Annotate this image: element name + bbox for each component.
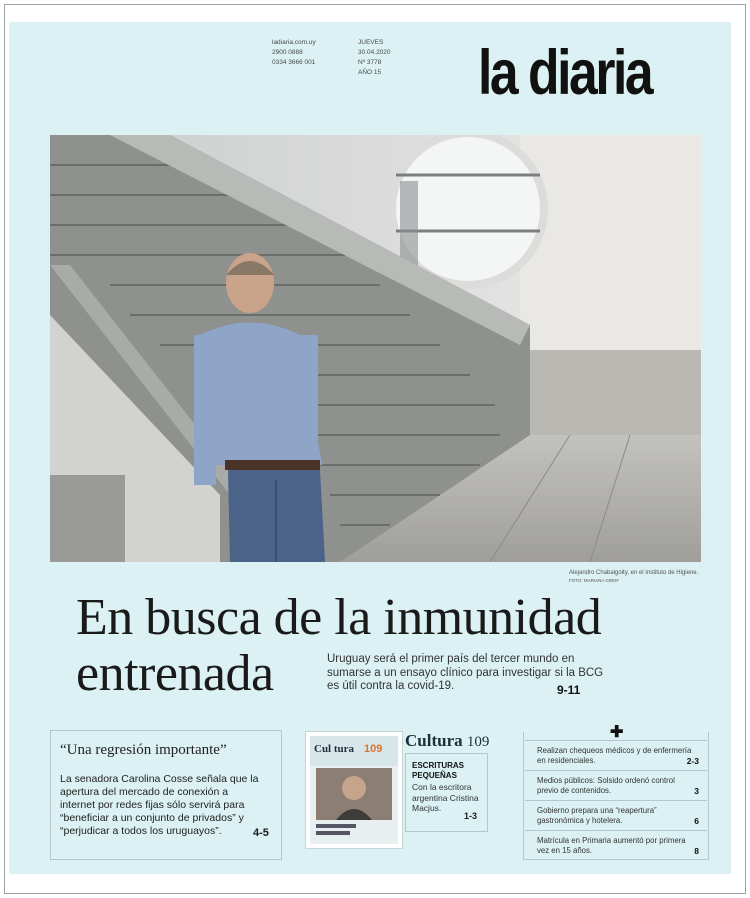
issue-number: Nº 3778 (358, 59, 382, 66)
brief-item[interactable] (525, 800, 707, 830)
cultura-teaser[interactable] (405, 753, 488, 832)
brief-text: Medios públicos: Solsido ordenó control previo de contenidos. (537, 776, 675, 795)
cultura-label: Cultura (405, 731, 463, 750)
plus-icon: ✚ (610, 724, 624, 741)
brief-item[interactable] (525, 830, 707, 860)
cultura-cover-issue: 109 (364, 743, 383, 755)
date: 30.04.2020 (358, 49, 391, 56)
cultura-pages: 1-3 (463, 811, 477, 821)
brief-text: Gobierno prepara una “reapertura” gastronómica y hotelera. (537, 806, 657, 825)
headline-line-1: En busca de la inmunidad (76, 589, 602, 646)
contact-phone-2: 0334 3666 001 (272, 59, 316, 66)
masthead-contact (272, 38, 316, 68)
brief-text: Matrícula en Primaria aumentó por primera vez en 15 años. (537, 836, 686, 855)
cultura-cover-icon (306, 732, 402, 848)
quote-story-body: La senadora Carolina Cosse señala que la apertura del mercado de conexión a internet por redes fijas sólo servirá para “beneficiar a un conjunto de privados” y “perjudicar a todos los uruguayos”. (60, 773, 259, 837)
lead-deck: Uruguay será el primer país del tercer mundo en sumarse a un ensayo clínico para investigar si la BCG es útil contra la covid-19. (327, 653, 604, 692)
cultura-cover-title: Cul tura (314, 743, 355, 755)
year: AÑO 15 (358, 69, 382, 76)
headline-line-2: entrenada (76, 645, 274, 702)
cultura-section-title[interactable] (405, 731, 489, 751)
weekday: JUEVES (358, 39, 384, 46)
photo-caption (569, 569, 709, 585)
brief-text: Realizan chequeos médicos y de enfermería en residenciales. (537, 746, 692, 765)
brief-pages: 8 (694, 846, 699, 856)
brief-item[interactable] (525, 740, 707, 770)
lead-pages: 9-11 (557, 683, 581, 697)
cultura-thumbnail[interactable] (305, 731, 403, 849)
brief-pages: 6 (694, 816, 699, 826)
brief-pages: 2-3 (686, 756, 699, 766)
brief-item[interactable] (525, 770, 707, 800)
quote-story-pages: 4-5 (253, 827, 269, 839)
contact-web: ladiaria.com.uy (272, 39, 316, 46)
cultura-issue: 109 (466, 734, 490, 750)
contact-phone: 2900 0888 (272, 49, 303, 56)
cultura-text: Con la escritora argentina Cristina Macjus. (412, 782, 479, 813)
photo-credit: FOTO: MARIANA GREIF (569, 578, 620, 583)
masthead-date (358, 38, 391, 78)
newspaper-logo[interactable]: la diaria (478, 38, 652, 108)
cultura-kicker: ESCRITURAS PEQUEÑAS (412, 761, 465, 780)
lead-photo[interactable] (50, 135, 701, 562)
brief-pages: 3 (694, 786, 699, 796)
photograph-icon (50, 135, 701, 562)
caption-text: Alejandro Chabalgoity, en el Instituto de Higiene. (569, 570, 699, 576)
quote-story-title: “Una regresión importante” (60, 742, 227, 758)
